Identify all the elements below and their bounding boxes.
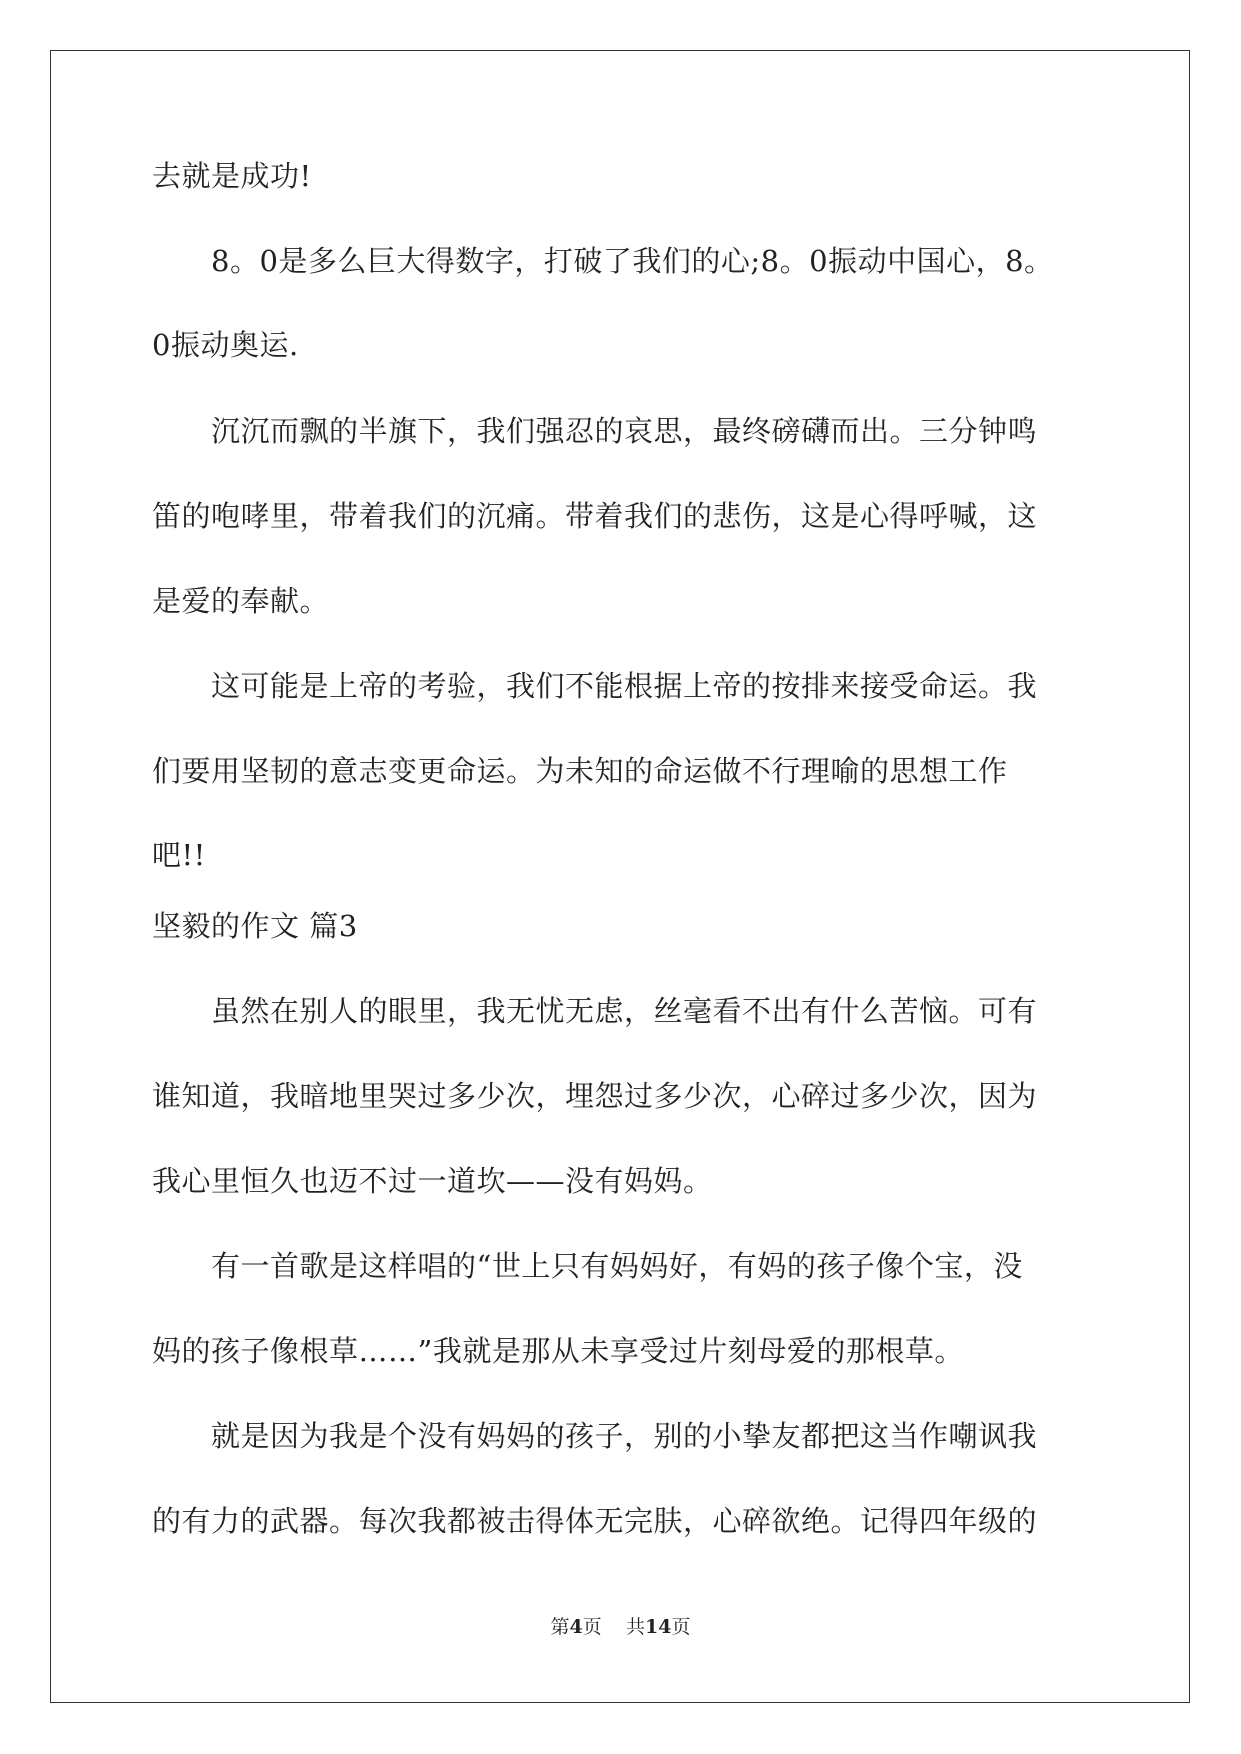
text-line: 妈的孩子像根草……”我就是那从未享受过片刻母爱的那根草。 — [152, 1334, 964, 1368]
text-line: 是爱的奉献。 — [152, 584, 330, 618]
paragraph-first-line: 虽然在别人的眼里，我无忧无虑，丝毫看不出有什么苦恼。可有 — [152, 994, 1038, 1028]
paragraph-first-line: 沉沉而飘的半旗下，我们强忍的哀思，最终磅礴而出。三分钟鸣 — [152, 414, 1038, 448]
page-footer — [0, 1615, 1241, 1639]
page-prefix: 第 — [550, 1616, 570, 1638]
paragraph-first-line: 这可能是上帝的考验，我们不能根据上帝的按排来接受命运。我 — [152, 669, 1038, 703]
text-line: 吧!! — [152, 838, 206, 872]
total-pages: 14 — [644, 1616, 672, 1638]
paragraph-first-line: 就是因为我是个没有妈妈的孩子，别的小挚友都把这当作嘲讽我 — [152, 1419, 1038, 1453]
text-line: 谁知道，我暗地里哭过多少次，埋怨过多少次，心碎过多少次，因为 — [152, 1079, 1038, 1113]
page-suffix: 页 — [582, 1616, 602, 1638]
text-line: 去就是成功! — [152, 159, 312, 193]
text-line: 我心里恒久也迈不过一道坎——没有妈妈。 — [152, 1164, 713, 1198]
text-line: 的有力的武器。每次我都被击得体无完肤，心碎欲绝。记得四年级的 — [152, 1504, 1038, 1538]
section-heading: 坚毅的作文 篇3 — [152, 909, 358, 943]
page-number: 4 — [569, 1616, 583, 1638]
text-line: 0振动奥运. — [152, 328, 299, 362]
total-prefix: 共 — [625, 1616, 645, 1638]
paragraph-first-line: 有一首歌是这样唱的“世上只有妈妈好，有妈的孩子像个宝，没 — [152, 1249, 1023, 1283]
text-line: 笛的咆哮里，带着我们的沉痛。带着我们的悲伤，这是心得呼喊，这 — [152, 499, 1038, 533]
total-suffix: 页 — [671, 1616, 691, 1638]
paragraph-first-line: 8。0是多么巨大得数字，打破了我们的心;8。0振动中国心，8。 — [152, 244, 1054, 278]
page-border — [50, 50, 1190, 1703]
text-line: 们要用坚韧的意志变更命运。为未知的命运做不行理喻的思想工作 — [152, 754, 1008, 788]
